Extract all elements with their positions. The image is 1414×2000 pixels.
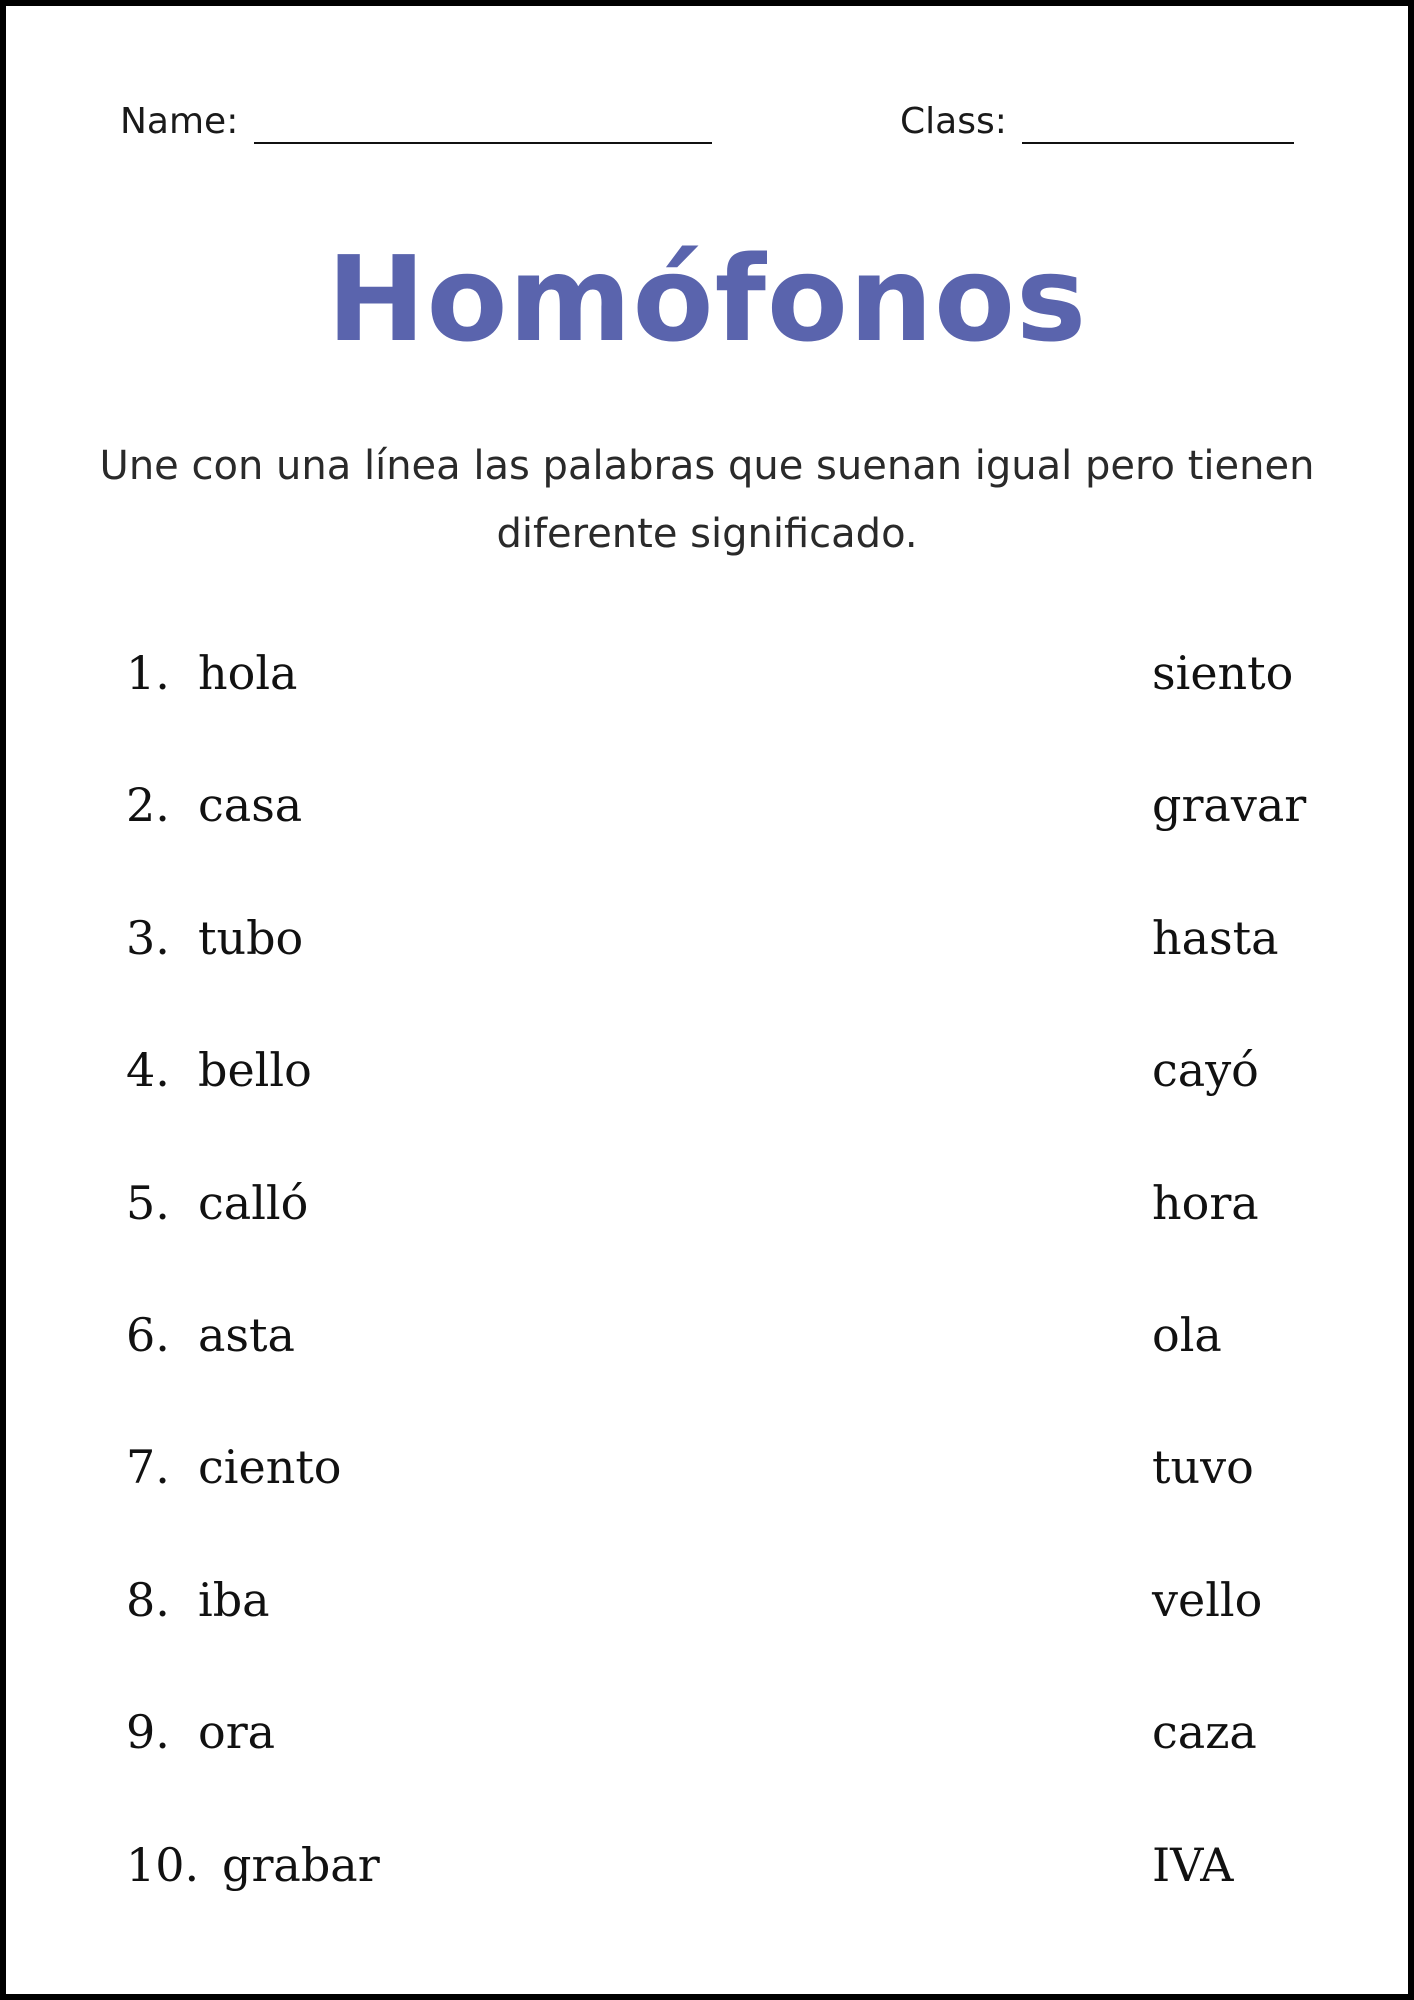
class-field [900,98,1007,146]
right-word[interactable]: IVA [1152,1837,1234,1892]
item-number: 5. [126,1175,170,1230]
left-word[interactable]: grabar [222,1837,380,1892]
worksheet-title: Homófonos [326,230,1088,368]
left-word[interactable]: iba [198,1572,270,1627]
list-item [6,1300,1408,1370]
list-item [6,1035,1408,1105]
item-number: 7. [126,1440,170,1495]
right-word[interactable]: tuvo [1152,1440,1254,1495]
list-item [6,1168,1408,1238]
item-number: 2. [126,778,170,833]
item-number: 4. [126,1043,170,1098]
left-word[interactable]: ciento [198,1440,342,1495]
name-field [120,98,238,146]
list-item [6,1565,1408,1635]
left-word[interactable]: hola [198,646,298,700]
list-item [6,638,1408,708]
right-word[interactable]: ola [1152,1308,1222,1362]
right-word[interactable]: vello [1152,1572,1263,1627]
class-label: Class: [900,101,1007,142]
list-item [6,1830,1408,1900]
class-blank-line[interactable] [1022,142,1294,144]
right-word[interactable]: caza [1152,1705,1257,1760]
item-number: 9. [126,1705,170,1760]
list-item [6,1697,1408,1767]
left-word[interactable]: bello [198,1043,312,1098]
name-blank-line[interactable] [254,142,712,144]
right-word[interactable]: gravar [1152,778,1307,833]
name-label: Name: [120,101,239,142]
item-number: 1. [126,646,170,700]
left-word[interactable]: calló [198,1175,309,1230]
right-word[interactable]: siento [1152,646,1294,700]
item-number: 10. [126,1837,200,1892]
left-word[interactable]: asta [198,1308,295,1362]
right-word[interactable]: hora [1152,1175,1259,1230]
left-word[interactable]: tubo [198,910,304,965]
list-item [6,903,1408,973]
item-number: 8. [126,1572,170,1627]
left-word[interactable]: ora [198,1705,276,1760]
item-number: 3. [126,910,170,965]
right-word[interactable]: hasta [1152,910,1279,965]
right-word[interactable]: cayó [1152,1043,1259,1098]
list-item [6,770,1408,840]
instructions: Une con una línea las palabras que suenan igual pero tienen diferente significado. [99,443,1315,557]
item-number: 6. [126,1308,170,1362]
left-word[interactable]: casa [198,778,303,833]
list-item [6,1432,1408,1502]
